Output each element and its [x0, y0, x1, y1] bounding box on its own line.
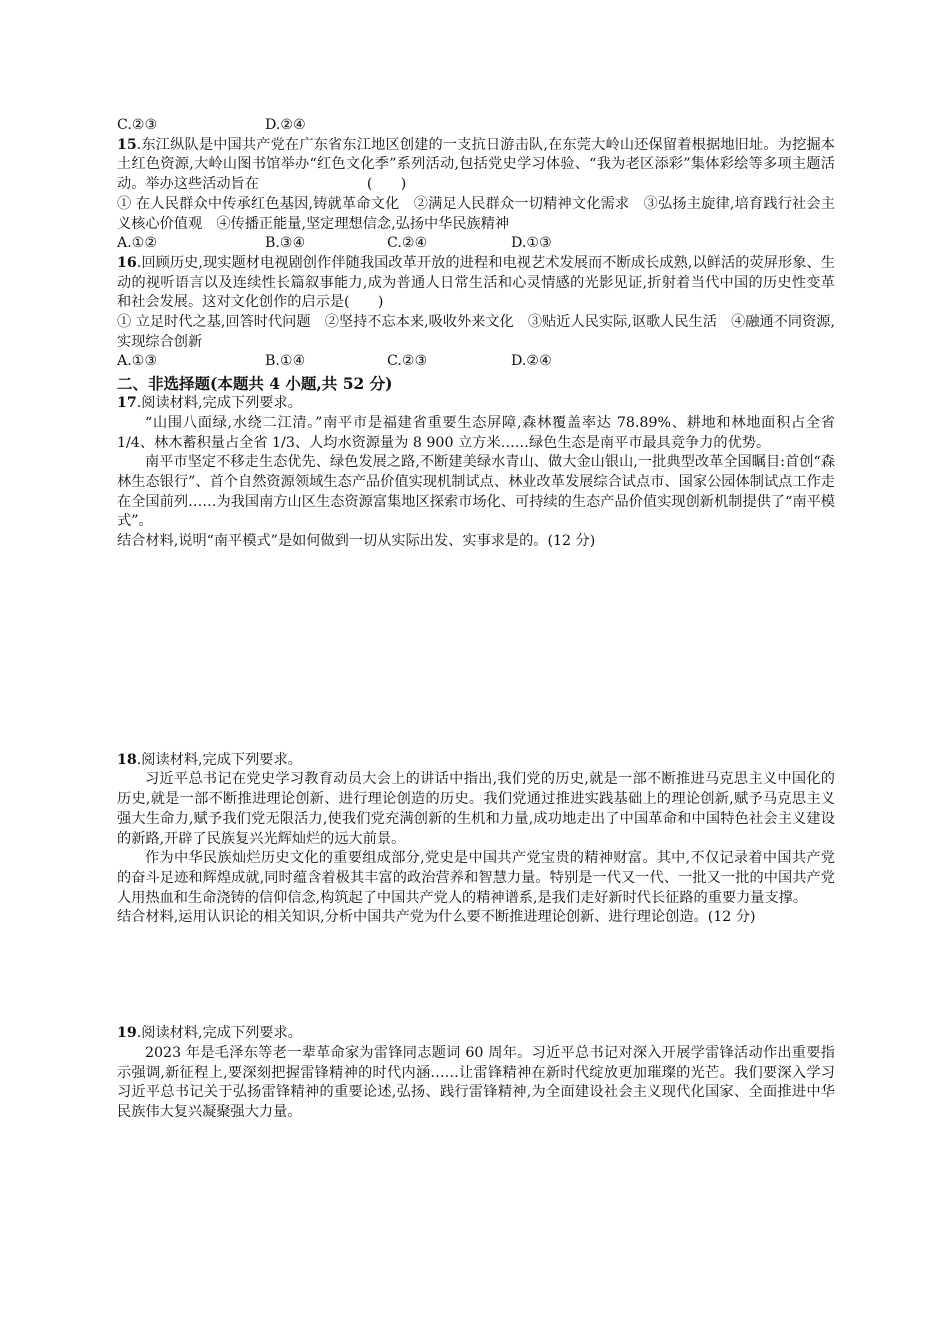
q17-answer-area[interactable]: [117, 552, 835, 751]
q16-stem-text: .回顾历史,现实题材电视剧创作伴随我国改革开放的进程和电视艺术发展而不断成长成熟,以鲜活的荧屏形象、生动的视听语言以及连续性长篇叙事能力,成为普通人日常生活和心灵情感的光影见证,折射着当代中国的历史性变革和社会发展。这对文化创作的启示是( ): [117, 254, 835, 311]
q19-intro: [117, 1024, 835, 1044]
q19-paragraph-1: 2023 年是毛泽东等老一辈革命家为雷锋同志题词 60 周年。习近平总书记对深入开展学雷锋活动作出重要指示强调,新征程上,要深刻把握雷锋精神的时代内涵……让雷锋精神在新时代绽放更加璀璨的光芒。我们要深入学习习近平总书记关于弘扬雷锋精神的重要论述,弘扬、践行雷锋精神,为全面建设社会主义现代化国家、全面推进中华民族伟大复兴凝聚强大力量。: [117, 1044, 835, 1120]
q15-option-a[interactable]: A.①②: [117, 235, 158, 252]
q16-stem: [117, 254, 835, 313]
q15-options: [117, 234, 835, 254]
q14-option-d[interactable]: D.②④: [265, 117, 306, 133]
q16-option-b[interactable]: B.①④: [265, 353, 306, 370]
q15-option-d[interactable]: D.①③: [511, 235, 552, 252]
q17-number: 17: [117, 395, 137, 412]
q18-task: 结合材料,运用认识论的相关知识,分析中国共产党为什么要不断推进理论创新、进行理论创造。(12 分): [117, 909, 756, 926]
q14-options-tail: [117, 116, 835, 136]
q14-option-c[interactable]: C.②③: [117, 117, 158, 133]
q18-intro: [117, 751, 835, 771]
q16-items: ① 立足时代之基,回答时代问题 ②坚持不忘本来,吸收外来文化 ③贴近人民实际,讴歌人民生活 ④融通不同资源,实现综合创新: [117, 314, 835, 350]
q15-stem-text: .东江纵队是中国共产党在广东省东江地区创建的一支抗日游击队,在东莞大岭山还保留着根据地旧址。为挖掘本土红色资源,大岭山图书馆举办“红色文化季”系列活动,包括党史学习体验、“我为老区添彩”集体彩绘等多项主题活动。举办这些活动旨在: [117, 136, 835, 193]
q18-number: 18: [117, 751, 137, 768]
q16-number: 16: [117, 254, 137, 271]
q15-option-b[interactable]: B.③④: [265, 235, 306, 252]
exam-page: [117, 116, 835, 1123]
q17-paragraph-2: 南平市坚定不移走生态优先、绿色发展之路,不断建美绿水青山、做大金山银山,一批典型改革全国瞩目:首创“森林生态银行”、首个自然资源领域生态产品价值实现机制试点、林业改革发展综合试点市、国家公园体制试点工作走在全国前列……为我国南方山区生态资源富集地区探索市场化、可持续的生态产品价值实现创新机制提供了“南平模式”。: [117, 454, 835, 530]
q18-paragraph-1: 习近平总书记在党史学习教育动员大会上的讲话中指出,我们党的历史,就是一部不断推进马克思主义中国化的历史,就是一部不断推进理论创新、进行理论创造的历史。我们党通过推进实践基础上的理论创新,赋予马克思主义强大生命力,赋予我们党无限活力,使我们党充满创新的生机和力量,成功地走出了中国革命和中国特色社会主义建设的新路,开辟了民族复兴光辉灿烂的远大前景。: [117, 771, 835, 847]
q15-answer-paren: ( ): [366, 176, 407, 193]
q16-option-a[interactable]: A.①③: [117, 353, 158, 370]
q15-stem: [117, 136, 835, 195]
q18-intro-text: .阅读材料,完成下列要求。: [136, 751, 302, 768]
q15-items: ① 在人民群众中传承红色基因,铸就革命文化 ②满足人民群众一切精神文化需求 ③弘扬主旋律,培育践行社会主义核心价值观 ④传播正能量,坚定理想信念,弘扬中华民族精神: [117, 195, 835, 232]
q15-option-c[interactable]: C.②④: [387, 235, 428, 252]
q15-number: 15: [117, 136, 137, 153]
q17-paragraph-1: “山围八面绿,水绕二江清。”南平市是福建省重要生态屏障,森林覆盖率达 78.89%、耕地和林地面积占全省 1/4、林木蓄积量占全省 1/3、人均水资源量为 8 900 立方米……绿色生态是南平市最具竞争力的优势。: [117, 414, 835, 451]
q16-options: [117, 352, 835, 372]
q16-option-d[interactable]: D.②④: [511, 353, 552, 370]
q16-option-c[interactable]: C.②③: [387, 353, 428, 370]
section-heading: 二、非选择题(本题共 4 小题,共 52 分): [117, 374, 393, 394]
q17-intro: [117, 394, 835, 414]
q17-intro-text: .阅读材料,完成下列要求。: [136, 395, 302, 412]
q19-number: 19: [117, 1025, 137, 1042]
q17-task: 结合材料,说明“南平模式”是如何做到一切从实际出发、实事求是的。(12 分): [117, 533, 596, 550]
q19-intro-text: .阅读材料,完成下列要求。: [136, 1025, 302, 1042]
q18-answer-area[interactable]: [117, 928, 835, 1024]
q18-paragraph-2: 作为中华民族灿烂历史文化的重要组成部分,党史是中国共产党宝贵的精神财富。其中,不仅记录着中国共产党的奋斗足迹和辉煌成就,同时蕴含着极其丰富的政治营养和智慧力量。特别是一代又一代、一批又一批的中国共产党人用热血和生命浇铸的信仰信念,构筑起了中国共产党人的精神谱系,是我们走好新时代长征路的重要力量支撑。: [117, 850, 835, 906]
